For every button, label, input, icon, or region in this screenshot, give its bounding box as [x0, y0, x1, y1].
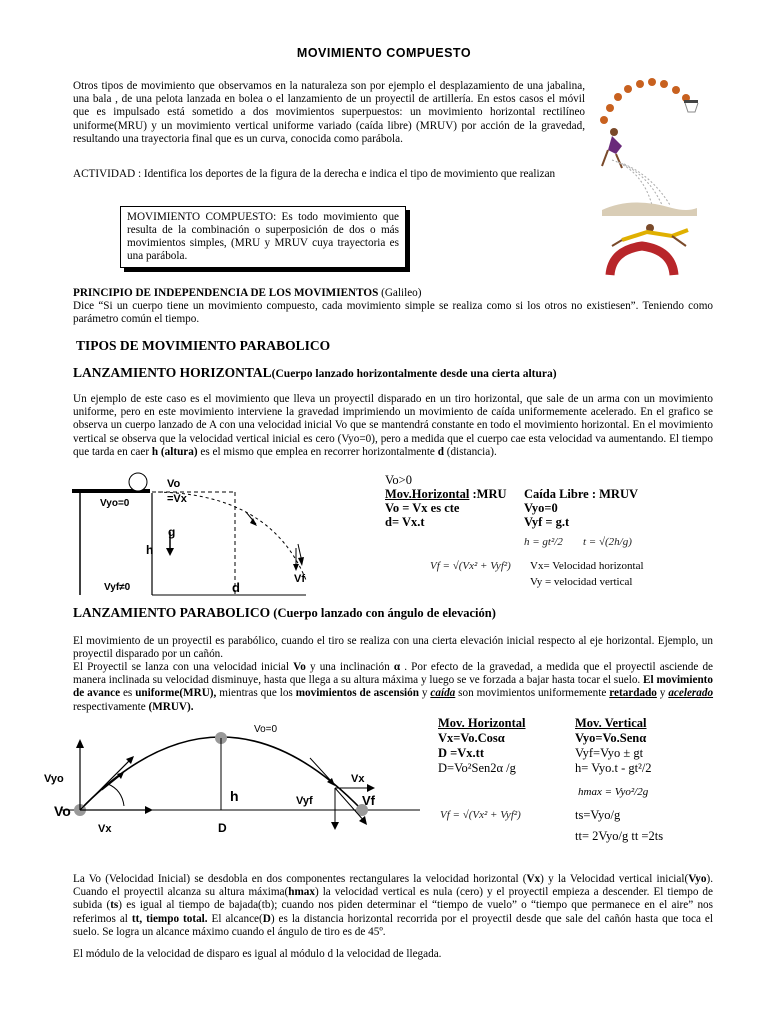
long-jump-icon	[602, 160, 697, 216]
closing-e: ) es igual al tiempo de bajada(tb); cuando nos piden determinar el “tiempo de vuelo” o “tiempo que permanece en el aire” nos referimos al	[73, 899, 713, 925]
vf-label: Vf	[362, 793, 375, 808]
mov-horizontal-heading: Mov. Horizontal	[438, 716, 526, 730]
d-eq: D =Vx.tt	[438, 746, 485, 760]
vyo-eq: Vyo=Vo.Senα	[575, 731, 647, 745]
principle-heading: PRINCIPIO DE INDEPENDENCIA DE LOS MOVIMIENTOS	[73, 287, 379, 299]
vf-eq: Vf = √(Vx² + Vyf²)	[440, 809, 521, 821]
p2-b2: uniforme(MRU),	[135, 687, 217, 700]
vyf-eq: Vyf=Vyo ± gt	[575, 746, 644, 760]
vyo-label: Vyo=0	[100, 498, 130, 509]
vo-vx-eq: Vo = Vx es cte	[385, 501, 460, 515]
p2-h: y	[656, 687, 669, 700]
p2-vo: Vo	[293, 661, 306, 673]
closing-paragraph-2: El módulo de la velocidad de disparo es igual al módulo d la velocidad de llegada.	[73, 948, 442, 960]
mru-label: :MRU	[469, 487, 507, 501]
p2-g: son movimientos uniformemente	[455, 687, 610, 700]
vx-definition: Vx= Velocidad horizontal	[530, 560, 644, 572]
p2-a: El Proyectil se lanza con una velocidad inicial	[73, 661, 294, 673]
activity-paragraph: ACTIVIDAD : Identifica los deportes de la figura de la derecha e indica el tipo de movimiento que realizan	[73, 168, 556, 180]
closing-b: ) y la Velocidad vertical inicial(	[540, 873, 689, 885]
p2-b4: caída	[430, 687, 456, 700]
h-label: h	[230, 788, 239, 804]
vo-label: Vo	[54, 803, 71, 819]
sports-illustration	[592, 70, 702, 290]
p2-f: y	[418, 687, 431, 700]
vo-label: Vo	[167, 478, 181, 490]
vyf-label: Vyf≠0	[104, 582, 131, 593]
closing-g: ) es la distancia horizontal recorrida por el proyectil desde que sale del cañón hasta que toca el suelo. Se logra un alcance máximo cuando el ángulo de tiro es de 45º.	[73, 912, 713, 938]
p2-b: y una inclinación	[305, 661, 394, 673]
vy-definition: Vy = velocidad vertical	[530, 576, 633, 588]
closing-D: D	[262, 912, 271, 925]
vyf-label: Vyf	[296, 795, 313, 807]
ts-eq: ts=Vyo/g	[575, 808, 621, 822]
parabolic-subtitle: (Cuerpo lanzado con ángulo de elevación)	[270, 606, 496, 620]
horizontal-paragraph	[73, 393, 713, 459]
mov-horizontal-label: Mov.Horizontal	[385, 487, 470, 501]
closing-tt: tt, tiempo total.	[131, 912, 208, 925]
p2-d: es	[120, 687, 136, 700]
vx-eq: Vx=Vo.Cosα	[438, 731, 505, 745]
parabolic-paragraph-1: El movimiento de un proyectil es parabólico, cuando el tiro se realiza con una cierta elevación inicial respecto al eje horizontal. Ejemplo, un proyectil disparado por un cañón.	[73, 635, 713, 661]
projectile-ball	[129, 473, 147, 491]
closing-hmax: hmax	[288, 886, 315, 899]
hmax-eq: hmax = Vyo²/2g	[578, 786, 649, 798]
horizontal-title: LANZAMIENTO HORIZONTAL	[73, 365, 272, 380]
types-heading: TIPOS DE MOVIMIENTO PARABOLICO	[76, 338, 331, 353]
mov-vertical-heading: Mov. Vertical	[575, 716, 647, 730]
vf-formula: Vf = √(Vx² + Vyf²)	[430, 560, 511, 572]
vx-final-label: Vx	[351, 773, 365, 785]
horizontal-text-b: es el mismo que emplea en recorrer horizontalmente	[197, 445, 438, 458]
p2-e: mientras que los	[216, 687, 296, 700]
parabolic-launch-diagram	[40, 712, 430, 840]
horizontal-launch-diagram	[70, 470, 380, 600]
caida-libre-label: Caída Libre : MRUV	[524, 487, 639, 501]
horizontal-equations	[385, 473, 685, 589]
principle-section	[73, 287, 713, 327]
parabolic-paragraph-2	[73, 661, 713, 714]
p2-b6: acelerado	[668, 687, 714, 700]
vf-label: Vf	[294, 573, 305, 585]
p2-b1: El movimiento de avance	[73, 674, 713, 700]
basketball-icon	[600, 78, 698, 124]
principle-text: Dice “Si un cuerpo tiene un movimiento compuesto, cada movimiento simple se realiza como si los otros no existiesen”. Teniendo como parámetro común el tiempo.	[73, 300, 713, 326]
definition-box: MOVIMIENTO COMPUESTO: Es todo movimiento que resulta de la combinación o superposición de dos o más movimientos simples, (MRU y MRUV cuya trayectoria es una parábola.	[120, 206, 406, 268]
closing-vyo: Vyo	[688, 873, 707, 885]
horizontal-subtitle: (Cuerpo lanzado horizontalmente desde una cierta altura)	[271, 368, 557, 380]
d-vxt-eq: d= Vx.t	[385, 515, 425, 529]
vyo-zero-eq: Vyo=0	[524, 501, 558, 515]
closing-c: ). Cuando el proyectil alcanza su altura máxima(	[73, 873, 714, 899]
parabolic-title: LANZAMIENTO PARABOLICO	[73, 605, 271, 620]
closing-a: La Vo (Velocidad Inicial) se desdobla en dos componentes rectangulares la velocidad horizontal (	[73, 873, 527, 885]
p2-b3: movimientos de ascensión	[295, 687, 419, 700]
t-formula: t = √(2h/g)	[583, 536, 632, 548]
p2-b7: (MRUV).	[148, 700, 194, 713]
d-label: d	[232, 580, 240, 595]
p2-c: . Por efecto de la gravedad, a medida que el proyectil asciende de manera inclinada su velocidad disminuye, hasta que llega a su altura máxima y luego se ve forzada a bajar hasta tocar el suelo.	[73, 661, 713, 687]
p2-b5: retardado	[609, 687, 657, 700]
vo-condition: Vo>0	[385, 473, 412, 487]
d-label: D	[218, 821, 227, 835]
closing-f: El alcance(	[207, 912, 263, 925]
vo-zero-label: Vo=0	[254, 724, 278, 735]
horizontal-text-d: d	[437, 445, 444, 458]
closing-d: ) la velocidad vertical es nula (cero) y el proyectil empieza a descender. El tiempo de subida (	[73, 886, 713, 912]
tt-eq: tt= 2Vyo/g tt =2ts	[575, 829, 664, 843]
h-label: h	[146, 543, 154, 557]
horizontal-text-h: h (altura)	[151, 445, 198, 458]
closing-paragraph-1	[73, 873, 713, 939]
vyo-label: Vyo	[44, 773, 64, 785]
vx-label: =Vx	[167, 493, 187, 505]
parabolic-equations	[438, 716, 738, 844]
closing-ts: ts	[110, 899, 119, 912]
d-range-eq: D=Vo²Sen2α /g	[438, 761, 516, 775]
vx-label: Vx	[98, 823, 112, 835]
h-eq: h= Vyo.t - gt²/2	[575, 761, 652, 775]
h-formula: h = gt²/2	[524, 536, 563, 548]
parabolic-heading	[73, 606, 496, 621]
g-label: g	[168, 525, 176, 539]
p2-i: respectivamente	[73, 700, 149, 713]
gravity-arrow	[166, 548, 174, 556]
p2-alpha: α	[393, 661, 401, 673]
horizontal-heading	[73, 366, 557, 381]
horizontal-text-c: (distancia).	[443, 445, 497, 458]
vyf-eq: Vyf = g.t	[524, 515, 570, 529]
principle-author: (Galileo)	[378, 287, 422, 299]
horizontal-text-a: Un ejemplo de este caso es el movimiento que lleva un proyectil disparado en un tiro horizontal, que sale de un arma con un movimiento uniforme, pero en este movimiento interviene la gravedad imprimiendo un movimiento de caída uniformemente acelerado. En el grafico se observa un cuerpo lanzado de A con una velocidad inicial Vo que se mantendrá constante en todo el movimiento horizontal. En el movimiento vertical se observa que la velocidad vertical inicial es cero (Vyo=0), pero a medida que el cuerpo cae esta velocidad va aumentando. El tiempo que tarda en caer	[73, 393, 713, 458]
hurdler-icon	[610, 224, 688, 275]
closing-vx: Vx	[526, 873, 541, 885]
page-title: MOVIMIENTO COMPUESTO	[296, 46, 472, 60]
intro-paragraph: Otros tipos de movimiento que observamos en la naturaleza son por ejemplo el desplazamiento de una jabalina, una bala , de una pelota lanzada en bolea o el lanzamiento de un proyectil de artillería. En estos casos el móvil que es impulsado está sometido a dos movimientos superpuestos: un movimiento horizontal rectilíneo uniforme(MRU) y un movimiento vertical uniforme variado (caída libre) (MRUV) por acción de la gravedad, resultando una trayectoria final que es un curva, conocida como parábola.	[73, 80, 585, 145]
